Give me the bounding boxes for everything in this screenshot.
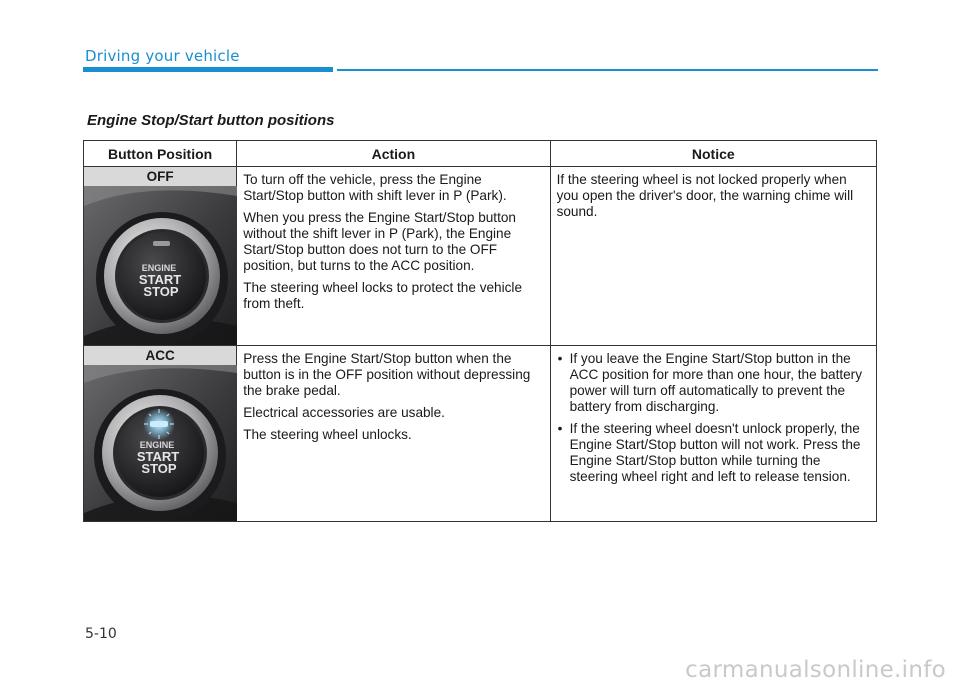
button-text-stop-off: STOP <box>143 284 179 299</box>
start-stop-button-acc-photo <box>84 365 237 521</box>
position-cell-acc <box>84 346 237 522</box>
action-off-p3: The steering wheel locks to protect the vehicle from theft. <box>243 280 523 311</box>
button-text-engine-acc: ENGINE <box>139 440 175 450</box>
bullet-icon: • <box>557 421 563 436</box>
action-off-p2: When you press the Engine Start/Stop button without the shift lever in P (Park), the Engine Start/Stop button does not turn to the OFF position, but turns to the ACC position. <box>243 210 516 273</box>
section-header: Driving your vehicle <box>85 47 240 65</box>
button-text-start-off: START <box>138 272 182 287</box>
notice-acc-list <box>557 351 872 485</box>
header-rule-thin <box>337 69 878 71</box>
notice-acc-bullet-1: If you leave the Engine Start/Stop button in the ACC position for more than one hour, the battery power will turn off automatically to prevent the battery from discharging. <box>569 351 863 414</box>
position-label-off: OFF <box>84 167 236 186</box>
notice-acc-bullet-2: If the steering wheel doesn't unlock properly, the Engine Start/Stop button will not work. Press the Engine Start/Stop button while turning the steering wheel right and left to release tension. <box>569 421 861 484</box>
table-row-acc <box>84 346 877 522</box>
button-text-engine-off: ENGINE <box>141 263 177 273</box>
action-acc-p3: The steering wheel unlocks. <box>243 427 412 442</box>
button-text-start-acc: START <box>136 449 180 464</box>
action-off-p1: To turn off the vehicle, press the Engine Start/Stop button with shift lever in P (Park). <box>243 172 507 203</box>
position-label-acc: ACC <box>84 346 236 365</box>
button-positions-table <box>83 140 877 522</box>
action-cell-acc <box>237 346 550 522</box>
column-header-notice: Notice <box>550 141 876 167</box>
page-number: 5-10 <box>85 626 117 642</box>
notice-off-p1: If the steering wheel is not locked properly when you open the driver's door, the warning chime will sound. <box>556 172 854 219</box>
list-item <box>557 421 872 485</box>
header-rule-thick <box>83 67 333 72</box>
table-row-off <box>84 167 877 346</box>
table-title: Engine Stop/Start button positions <box>87 112 335 129</box>
action-cell-off <box>237 167 550 346</box>
bullet-icon: • <box>557 351 563 366</box>
start-stop-button-off-photo <box>84 186 237 345</box>
action-acc-p2: Electrical accessories are usable. <box>243 405 445 420</box>
list-item <box>557 351 872 415</box>
notice-cell-acc <box>550 346 876 522</box>
column-header-action: Action <box>237 141 550 167</box>
action-acc-p1: Press the Engine Start/Stop button when the button is in the OFF position without depressing the brake pedal. <box>243 351 531 398</box>
notice-cell-off <box>550 167 876 346</box>
table-header-row <box>84 141 877 167</box>
column-header-button-position: Button Position <box>84 141 237 167</box>
watermark: carmanualsonline.info <box>685 657 946 683</box>
position-cell-off <box>84 167 237 346</box>
button-text-stop-acc: STOP <box>141 461 177 476</box>
